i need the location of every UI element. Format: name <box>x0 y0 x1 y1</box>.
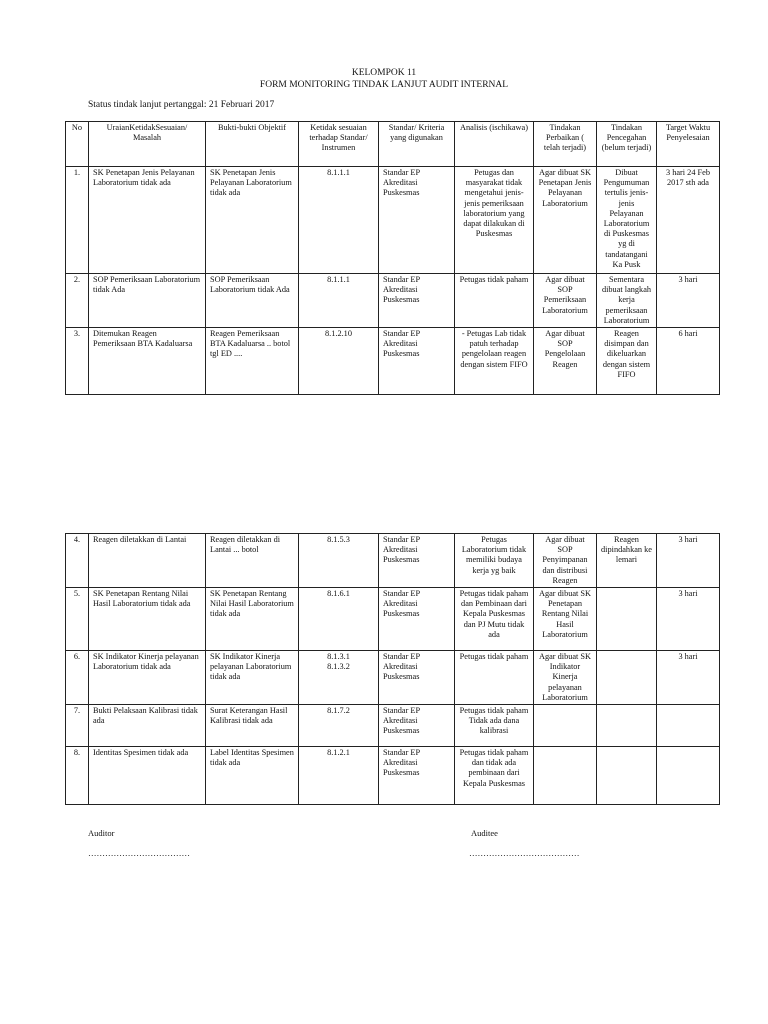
cell-bukti: SOP Pemeriksaan Laboratorium tidak Ada <box>206 274 299 328</box>
cell-bukti: Reagen diletakkan di Lantai ... botol <box>206 534 299 588</box>
table-header-row <box>66 122 720 167</box>
cell-target: 3 hari <box>657 534 720 588</box>
cell-no: 7. <box>66 705 89 747</box>
auditor-label: Auditor <box>88 828 115 838</box>
header-bukti: Bukti-bukti Objektif <box>206 122 299 167</box>
cell-analisis: Petugas tidak paham <box>455 651 534 705</box>
cell-uraian: SK Penetapan Jenis Pelayanan Laboratorium tidak ada <box>89 167 206 274</box>
auditor-signature-line: ……………………………… <box>88 848 190 858</box>
cell-target <box>657 747 720 805</box>
cell-uraian: SK Penetapan Rentang Nilai Hasil Laboratorium tidak ada <box>89 588 206 651</box>
cell-pencegahan <box>597 651 657 705</box>
cell-instrumen: 8.1.2.1 <box>299 747 379 805</box>
cell-perbaikan <box>534 747 597 805</box>
table-row <box>66 747 720 805</box>
cell-uraian: Ditemukan Reagen Pemeriksaan BTA Kadaluarsa <box>89 328 206 395</box>
cell-bukti: Surat Keterangan Hasil Kalibrasi tidak ada <box>206 705 299 747</box>
cell-instrumen: 8.1.7.2 <box>299 705 379 747</box>
auditee-label: Auditee <box>471 828 498 838</box>
table-row <box>66 274 720 328</box>
header-pencegahan: Tindakan Pencegahan (belum terjadi) <box>597 122 657 167</box>
form-title: FORM MONITORING TINDAK LANJUT AUDIT INTERNAL <box>259 80 509 90</box>
cell-bukti: SK Indikator Kinerja pelayanan Laboratorium tidak ada <box>206 651 299 705</box>
cell-instrumen: 8.1.1.1 <box>299 274 379 328</box>
cell-bukti: SK Penetapan Jenis Pelayanan Laboratorium tidak ada <box>206 167 299 274</box>
cell-pencegahan: Reagen disimpan dan dikeluarkan dengan sistem FIFO <box>597 328 657 395</box>
cell-analisis: Petugas Laboratorium tidak memiliki budaya kerja yg baik <box>455 534 534 588</box>
cell-perbaikan: Agar dibuat SOP Penyimpanan dan distribusi Reagen <box>534 534 597 588</box>
form-group-title: KELOMPOK 11 <box>351 68 417 78</box>
cell-no: 5. <box>66 588 89 651</box>
cell-analisis: Petugas tidak paham <box>455 274 534 328</box>
status-date-line: Status tindak lanjut pertanggal: 21 Februari 2017 <box>88 100 275 110</box>
cell-target: 6 hari <box>657 328 720 395</box>
cell-perbaikan: Agar dibuat SK Indikator Kinerja pelayanan Laboratorium <box>534 651 597 705</box>
cell-standar: Standar EP Akreditasi Puskesmas <box>379 705 455 747</box>
cell-analisis: Petugas dan masyarakat tidak mengetahui jenis-jenis pemeriksaan laboratorium yang dapat dilakukan di Puskesmas <box>455 167 534 274</box>
header-uraian: UraianKetidakSesuaian/ Masalah <box>89 122 206 167</box>
cell-instrumen: 8.1.3.1 8.1.3.2 <box>299 651 379 705</box>
cell-analisis: - Petugas Lab tidak patuh terhadap pengelolaan reagen dengan sistem FIFO <box>455 328 534 395</box>
monitoring-table-part-1 <box>65 121 720 395</box>
header-analisis: Analisis (ischikawa) <box>455 122 534 167</box>
cell-analisis: Petugas tidak paham dan Pembinaan dari Kepala Puskesmas dan PJ Mutu tidak ada <box>455 588 534 651</box>
cell-bukti: Reagen Pemeriksaan BTA Kadaluarsa .. botol tgl ED .... <box>206 328 299 395</box>
cell-analisis: Petugas tidak paham dan tidak ada pembinaan dari Kepala Puskesmas <box>455 747 534 805</box>
cell-uraian: Reagen diletakkan di Lantai <box>89 534 206 588</box>
cell-pencegahan: Dibuat Pengumuman tertulis jenis-jenis Pelayanan Laboratorium di Puskesmas yg di tandatangani Ka Pusk <box>597 167 657 274</box>
cell-pencegahan <box>597 747 657 805</box>
cell-instrumen: 8.1.5.3 <box>299 534 379 588</box>
cell-standar: Standar EP Akreditasi Puskesmas <box>379 651 455 705</box>
table-row <box>66 705 720 747</box>
cell-standar: Standar EP Akreditasi Puskesmas <box>379 747 455 805</box>
cell-pencegahan <box>597 705 657 747</box>
header-target: Target Waktu Penyelesaian <box>657 122 720 167</box>
cell-standar: Standar EP Akreditasi Puskesmas <box>379 274 455 328</box>
cell-pencegahan: Sementara dibuat langkah kerja pemeriksaan Laboratorium <box>597 274 657 328</box>
cell-standar: Standar EP Akreditasi Puskesmas <box>379 167 455 274</box>
cell-perbaikan: Agar dibuat SOP Pengelolaan Reagen <box>534 328 597 395</box>
cell-no: 1. <box>66 167 89 274</box>
cell-uraian: Bukti Pelaksaan Kalibrasi tidak ada <box>89 705 206 747</box>
cell-pencegahan: Reagen dipindahkan ke lemari <box>597 534 657 588</box>
cell-pencegahan <box>597 588 657 651</box>
cell-uraian: SK Indikator Kinerja pelayanan Laboratorium tidak ada <box>89 651 206 705</box>
cell-no: 2. <box>66 274 89 328</box>
cell-instrumen: 8.1.2.10 <box>299 328 379 395</box>
header-standar: Standar/ Kriteria yang digunakan <box>379 122 455 167</box>
table-row <box>66 167 720 274</box>
table-row <box>66 651 720 705</box>
cell-bukti: SK Penetapan Rentang Nilai Hasil Laboratorium tidak ada <box>206 588 299 651</box>
cell-no: 6. <box>66 651 89 705</box>
header-perbaikan: Tindakan Perbaikan ( telah terjadi) <box>534 122 597 167</box>
cell-standar: Standar EP Akreditasi Puskesmas <box>379 588 455 651</box>
header-no: No <box>66 122 89 167</box>
cell-target: 3 hari 24 Feb 2017 sth ada <box>657 167 720 274</box>
cell-target: 3 hari <box>657 588 720 651</box>
cell-no: 8. <box>66 747 89 805</box>
cell-perbaikan: Agar dibuat SOP Pemeriksaan Laboratorium <box>534 274 597 328</box>
cell-perbaikan <box>534 705 597 747</box>
cell-no: 3. <box>66 328 89 395</box>
cell-target: 3 hari <box>657 274 720 328</box>
cell-target <box>657 705 720 747</box>
table-row <box>66 328 720 395</box>
monitoring-table-part-2 <box>65 533 720 805</box>
cell-perbaikan: Agar dibuat SK Penetapan Rentang Nilai Hasil Laboratorium <box>534 588 597 651</box>
auditee-signature-line: ………………………………… <box>469 848 580 858</box>
cell-uraian: Identitas Spesimen tidak ada <box>89 747 206 805</box>
table-row <box>66 588 720 651</box>
cell-bukti: Label Identitas Spesimen tidak ada <box>206 747 299 805</box>
cell-uraian: SOP Pemeriksaan Laboratorium tidak Ada <box>89 274 206 328</box>
cell-standar: Standar EP Akreditasi Puskesmas <box>379 328 455 395</box>
cell-instrumen: 8.1.1.1 <box>299 167 379 274</box>
cell-perbaikan: Agar dibuat SK Penetapan Jenis Pelayanan Laboratorium <box>534 167 597 274</box>
cell-no: 4. <box>66 534 89 588</box>
cell-analisis: Petugas tidak paham Tidak ada dana kalibrasi <box>455 705 534 747</box>
cell-instrumen: 8.1.6.1 <box>299 588 379 651</box>
header-ketidaksesuaian: Ketidak sesuaian terhadap Standar/ Instrumen <box>299 122 379 167</box>
table-row <box>66 534 720 588</box>
cell-target: 3 hari <box>657 651 720 705</box>
cell-standar: Standar EP Akreditasi Puskesmas <box>379 534 455 588</box>
